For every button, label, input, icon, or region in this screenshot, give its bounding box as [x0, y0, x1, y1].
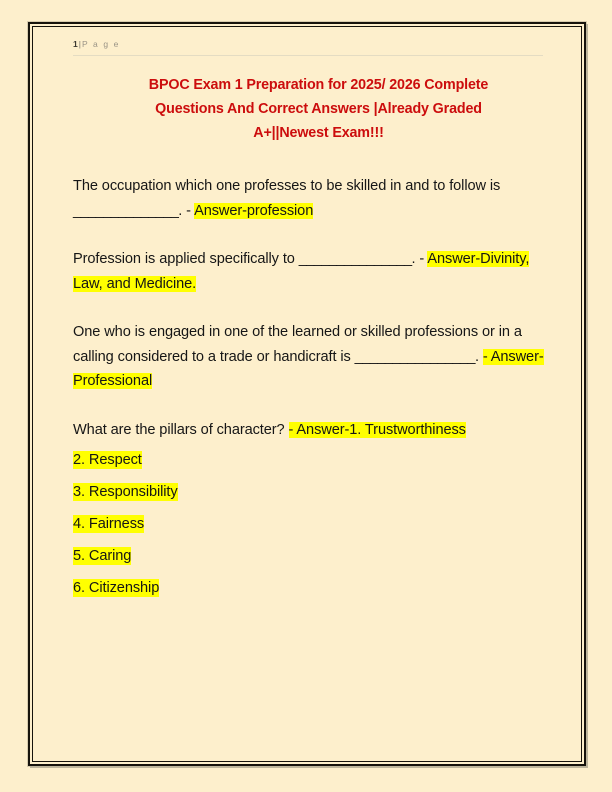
page-title [73, 73, 562, 145]
title-line-2: Questions And Correct Answers |Already Graded [155, 101, 482, 117]
answer-highlight-4: - Answer-1. Trustworthiness [288, 421, 466, 438]
answer-highlight-1: Answer-profession [194, 202, 314, 219]
pillar-text-2: 2. Respect [73, 452, 142, 468]
header-divider [73, 55, 543, 56]
pillar-text-6: 6. Citizenship [73, 580, 160, 596]
answer-blank-1: ______________ [73, 202, 179, 219]
page-separator: | [78, 39, 81, 49]
question-text-3: One who is engaged in one of the learned or skilled professions or in a calling considered to a trade or handicraft is [73, 324, 522, 365]
running-header [73, 38, 562, 60]
pillar-text-4: 4. Fairness [73, 516, 145, 532]
qa-block-2 [73, 247, 545, 296]
answer-blank-2: _______________ [298, 251, 412, 267]
answer-blank-3: ________________ [354, 348, 475, 365]
question-tail-2: . - [411, 251, 428, 267]
answer-highlight-2: Answer-Divinity, Law, and Medicine. [73, 251, 530, 292]
document-page-frame [28, 22, 586, 766]
answer-highlight-3: - Answer-Professional [73, 348, 544, 389]
title-line-3: A+||Newest Exam!!! [253, 125, 384, 141]
question-text-1: The occupation which one professes to be skilled in and to follow is [73, 178, 501, 194]
list-item [73, 480, 562, 505]
qa-block-3 [73, 320, 545, 394]
question-answer-list [73, 174, 562, 601]
list-item [73, 576, 562, 601]
list-item [73, 512, 562, 537]
document-content [30, 24, 588, 768]
title-line-1: BPOC Exam 1 Preparation for 2025/ 2026 Complete [148, 77, 489, 93]
pillar-text-3: 3. Responsibility [73, 484, 178, 500]
page-number: 1 [73, 39, 78, 49]
question-tail-3: . [474, 348, 483, 365]
list-item [73, 544, 562, 569]
page-word: P a g e [81, 39, 120, 49]
list-item [73, 448, 562, 473]
qa-block-1 [73, 174, 545, 223]
question-text-4: What are the pillars of character? [73, 421, 289, 438]
question-tail-1: . - [178, 202, 195, 219]
page-label [73, 38, 562, 50]
pillar-text-5: 5. Caring [73, 548, 132, 564]
qa-block-4 [73, 418, 545, 443]
question-text-2: Profession is applied specifically to [73, 251, 299, 267]
